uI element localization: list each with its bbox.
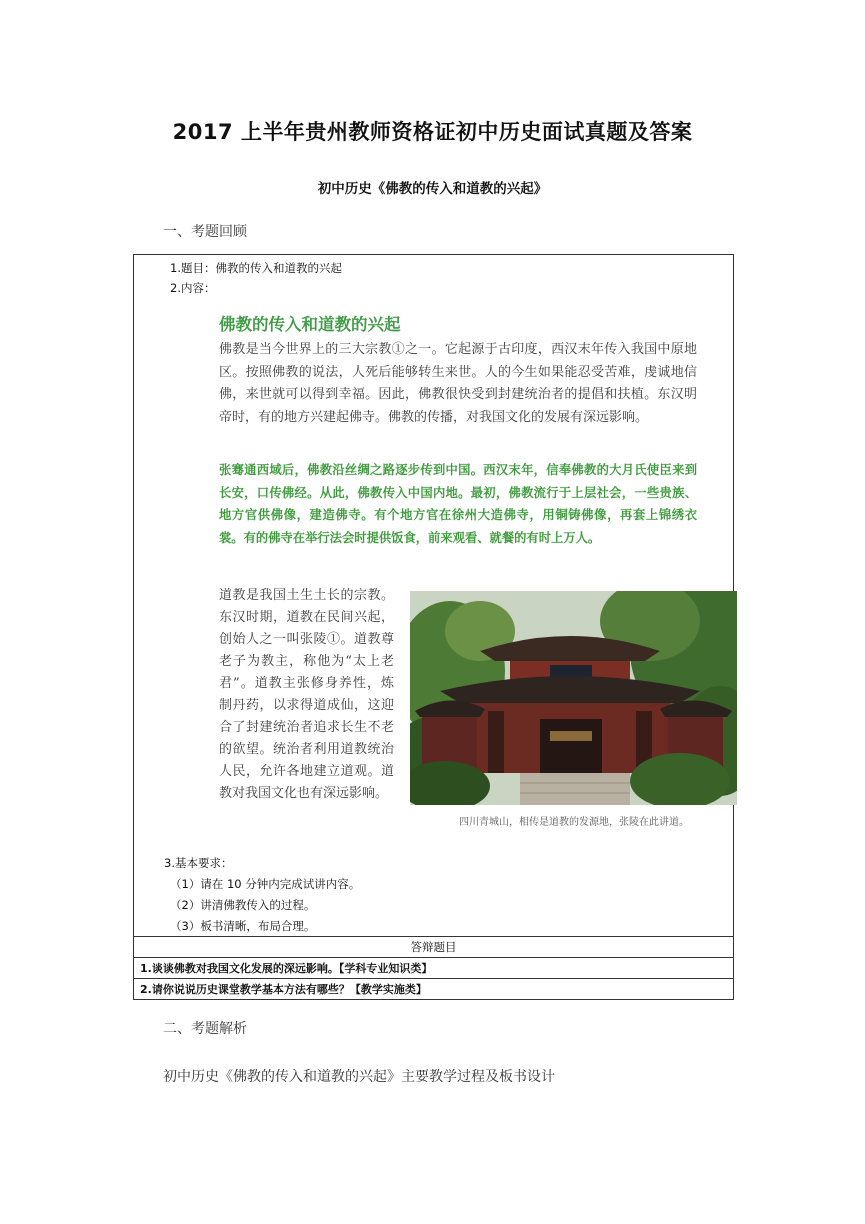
document-subtitle: 初中历史《佛教的传入和道教的兴起》 [317,181,548,197]
requirements-label: 3.基本要求： [164,856,233,870]
requirement-item: （1）请在 10 分钟内完成试讲内容。 [170,877,361,891]
photo-caption: 四川青城山，相传是道教的发源地，张陵在此讲道。 [459,817,689,828]
document-title: 2017 上半年贵州教师资格证初中历史面试真题及答案 [172,120,693,144]
qingcheng-temple-photo [410,591,737,805]
body-text: 初中历史《佛教的传入和道教的兴起》主要教学过程及板书设计 [163,1069,555,1085]
textbook-paragraph-buddhism: 佛教是当今世界上的三大宗教①之一。它起源于古印度，西汉末年传入我国中原地区。按照佛教的说法，人死后能够转生来世。人的今生如果能忍受苦难，虔诚地信佛，来世就可以得到幸福。因此，佛教很快受到封建统治者的提倡和扶植。东汉明帝时，有的地方兴建起佛寺。佛教的传播，对我国文化的发展有深远影响。 [219,342,697,425]
defense-header: 答辩题目 [134,936,733,958]
defense-question: 2.请你说说历史课堂教学基本方法有哪些？【教学实施类】 [140,983,427,996]
section-heading-analysis: 二、考题解析 [163,1021,247,1037]
section-heading-review: 一、考题回顾 [163,224,247,240]
defense-question: 1.谈谈佛教对我国文化发展的深远影响。【学科专业知识类】 [134,958,733,979]
question-topic: 1.题目：佛教的传入和道教的兴起 [170,261,342,275]
textbook-green-paragraph: 张骞通西域后，佛教沿丝绸之路逐步传到中国。西汉末年，信奉佛教的大月氏使臣来到长安，口传佛经。从此，佛教传入中国内地。最初，佛教流行于上层社会，一些贵族、地方官供佛像，建造佛寺。有个地方官在徐州大造佛寺，用铜铸佛像，再套上锦绣衣裳。有的佛寺在举行法会时提供饭食，前来观看、就餐的有时上万人。 [219,462,697,545]
question-content-label: 2.内容： [170,281,216,295]
textbook-excerpt [174,303,704,863]
requirement-item: （2）讲清佛教传入的过程。 [170,898,316,912]
textbook-paragraph-taoism: 道教是我国土生土长的宗教。东汉时期，道教在民间兴起，创始人之一叫张陵①。道教尊老子为教主，称他为“太上老君”。道教主张修身养性，炼制丹药，以求得道成仙，这迎合了封建统治者追求长生不老的欲望。统治者利用道教统治人民，允许各地建立道观。道教对我国文化也有深远影响。 [219,588,394,801]
question-box [133,254,734,1000]
requirement-item: （3）板书清晰，布局合理。 [170,919,316,933]
textbook-heading: 佛教的传入和道教的兴起 [219,315,401,334]
